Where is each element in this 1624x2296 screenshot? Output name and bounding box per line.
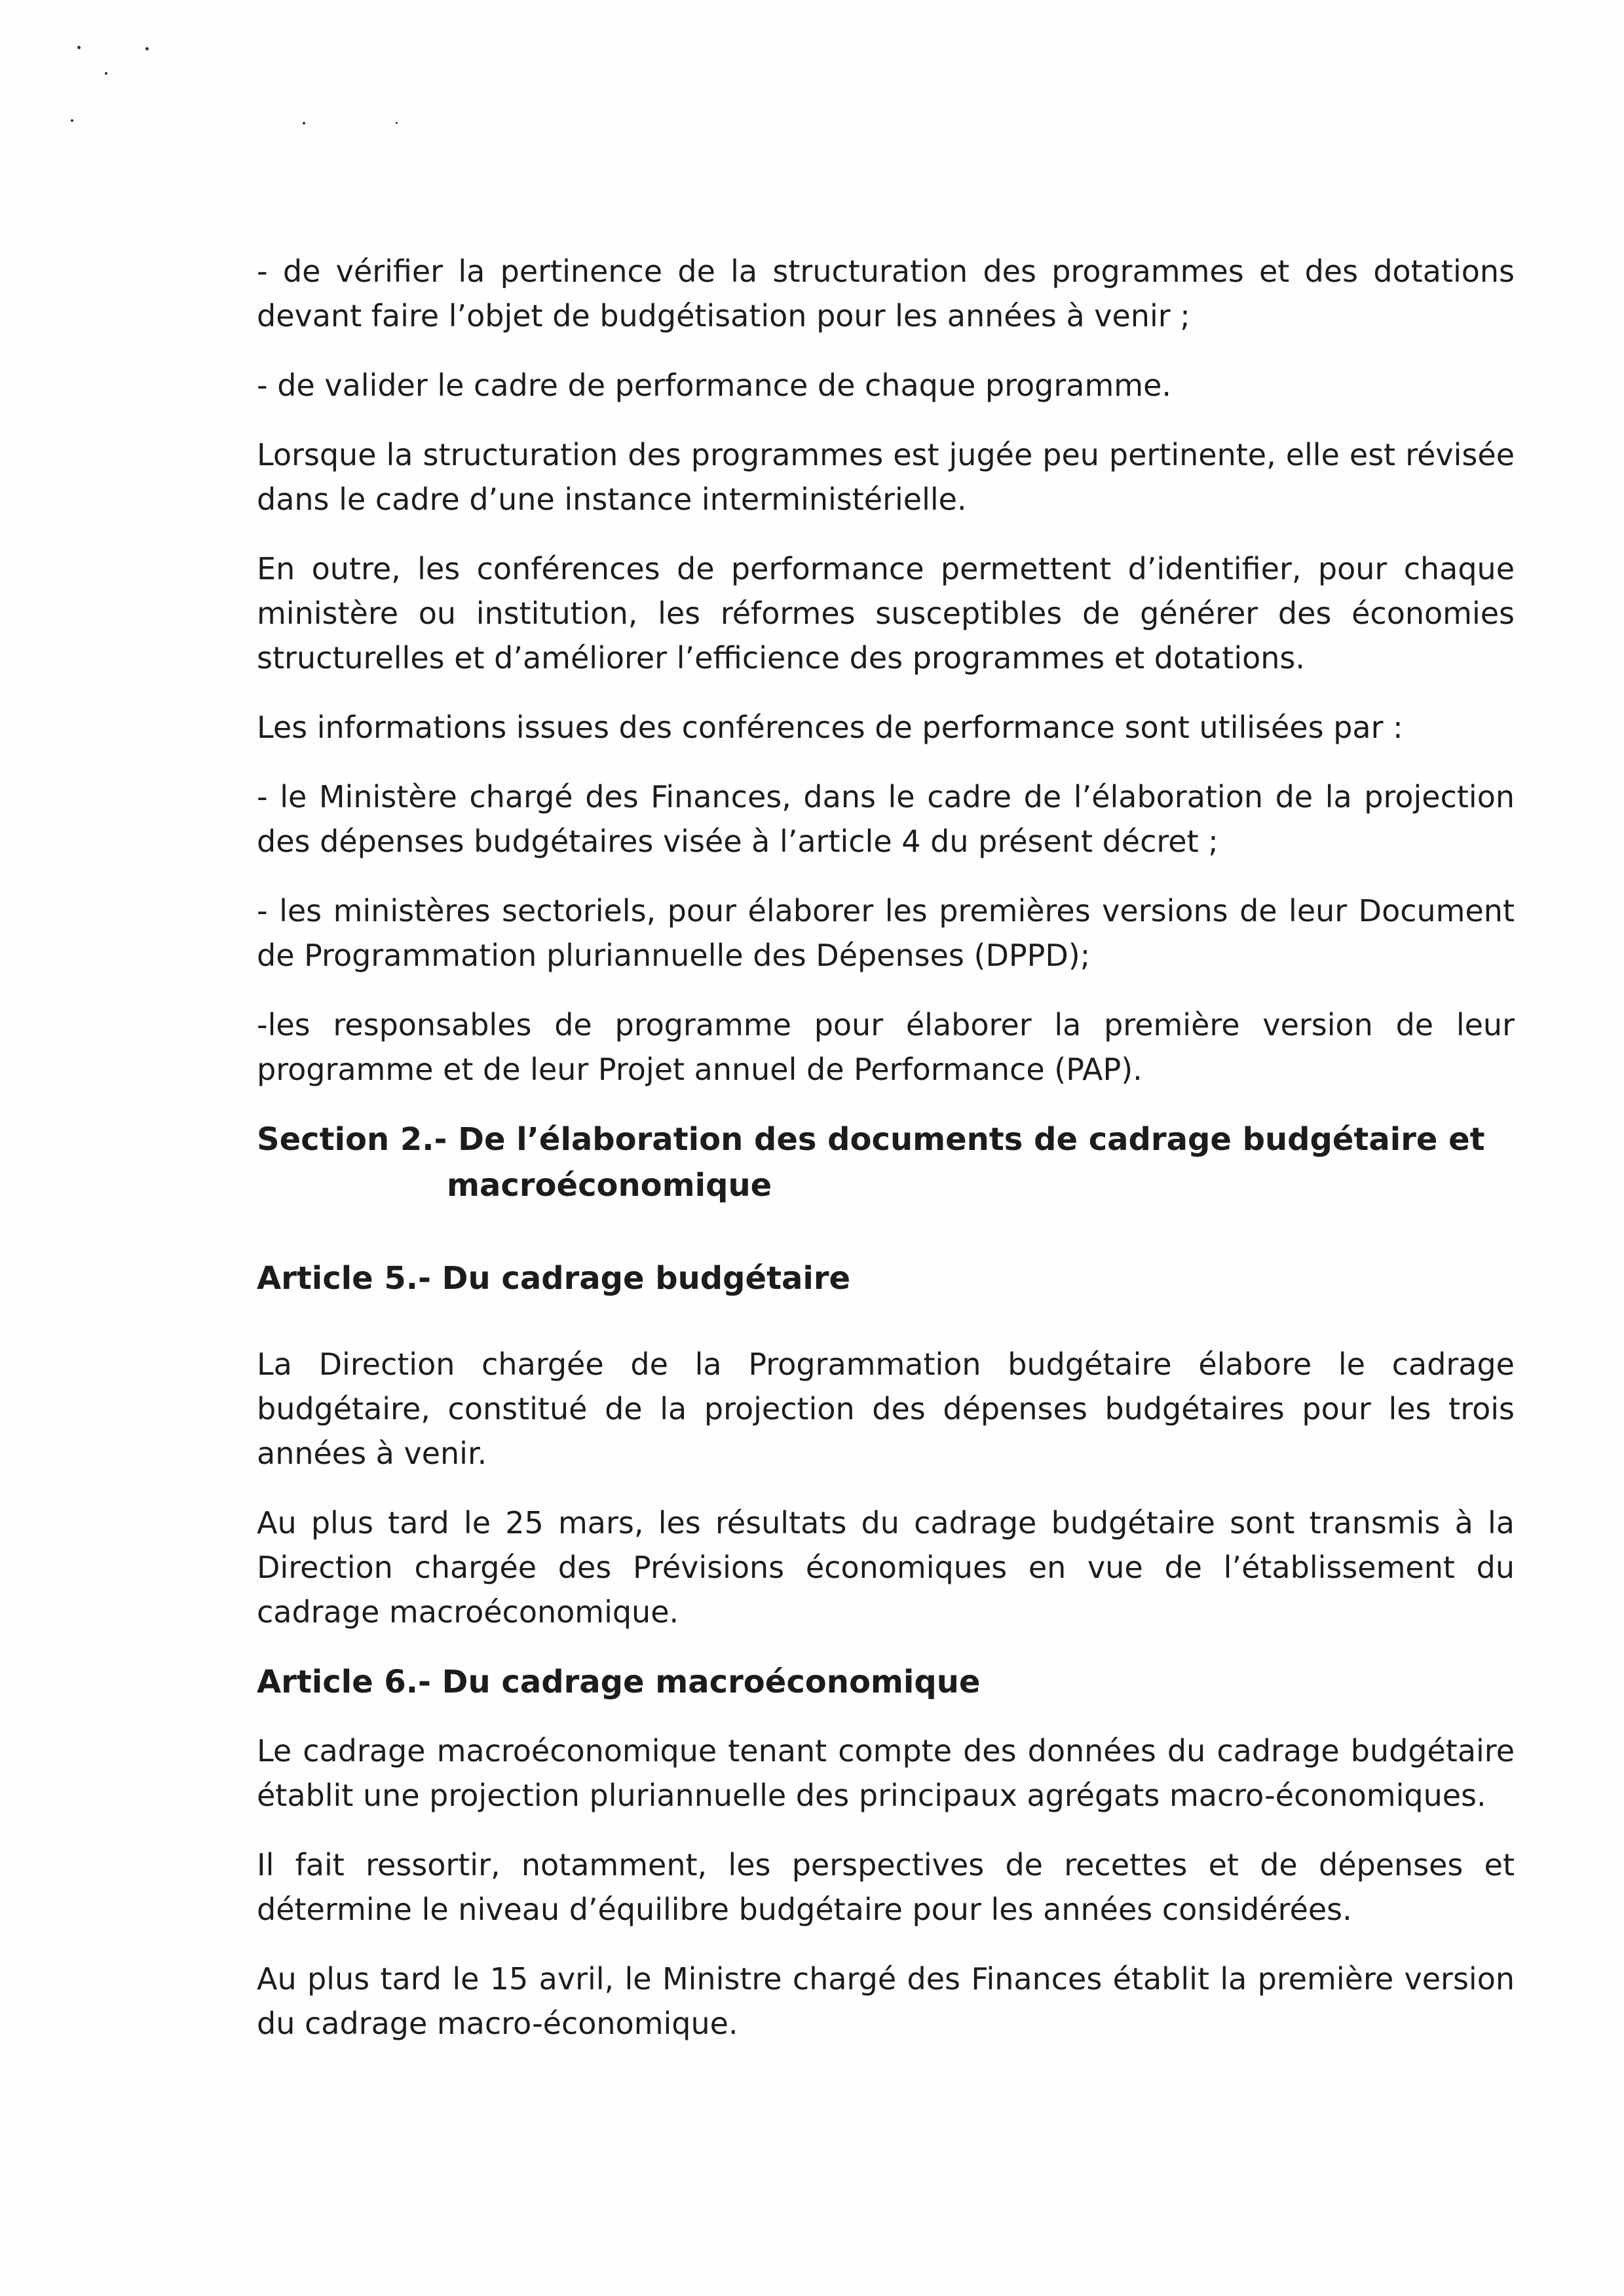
scan-speck xyxy=(145,47,149,50)
section-heading-line-1: Section 2.- De l’élaboration des documents de cadrage budgétaire et xyxy=(257,1121,1485,1158)
paragraph-verify-structure: - de vérifier la pertinence de la structuration des programmes et des dotations devant faire l’objet de budgétisation pour les années à venir ; xyxy=(257,254,1515,334)
section-2-heading xyxy=(257,1117,1515,1208)
paragraph-program-managers: -les responsables de programme pour élaborer la première version de leur programme et de leur Projet annuel de Performance (PAP). xyxy=(257,1007,1515,1087)
article-5-paragraph: La Direction chargée de la Programmation budgétaire élabore le cadrage budgétaire, constitué de la projection des dépenses budgétaires pour les trois années à venir. xyxy=(257,1347,1515,1471)
scan-speck xyxy=(71,119,73,122)
article-5-heading: Article 5.- Du cadrage budgétaire xyxy=(257,1260,851,1297)
paragraph-reforms: En outre, les conférences de performance permettent d’identifier, pour chaque ministère ou institution, les réformes susceptibles de générer des économies structurelles et d’améliorer l’efficience des programmes et dotations. xyxy=(257,551,1515,676)
scan-speck xyxy=(77,46,81,49)
article-5-paragraph: Au plus tard le 25 mars, les résultats du cadrage budgétaire sont transmis à la Direction chargée des Prévisions économiques en vue de l’établissement du cadrage macroéconomique. xyxy=(257,1505,1515,1630)
scan-speck xyxy=(105,72,107,75)
paragraph-sector-ministries: - les ministères sectoriels, pour élaborer les premières versions de leur Document de Programmation pluriannuelle des Dépenses (DPPD); xyxy=(257,893,1515,973)
paragraph-information-usage: Les informations issues des conférences de performance sont utilisées par : xyxy=(257,710,1403,745)
scan-speck xyxy=(396,122,398,124)
paragraph-finance-ministry: - le Ministère chargé des Finances, dans le cadre de l’élaboration de la projection des dépenses budgétaires visée à l’article 4 du présent décret ; xyxy=(257,779,1515,859)
section-heading-line-2: macroéconomique xyxy=(447,1167,772,1204)
article-6-paragraph: Au plus tard le 15 avril, le Ministre chargé des Finances établit la première version du cadrage macro-économique. xyxy=(257,1961,1515,2041)
paragraph-validate-performance: - de valider le cadre de performance de chaque programme. xyxy=(257,368,1172,403)
article-6-paragraph: Il fait ressortir, notamment, les perspectives de recettes et de dépenses et détermine le niveau d’équilibre budgétaire pour les années considérées. xyxy=(257,1847,1515,1927)
article-6-paragraph: Le cadrage macroéconomique tenant compte des données du cadrage budgétaire établit une projection pluriannuelle des principaux agrégats macro-économiques. xyxy=(257,1733,1515,1813)
paragraph-revision: Lorsque la structuration des programmes est jugée peu pertinente, elle est révisée dans le cadre d’une instance interministérielle. xyxy=(257,437,1515,517)
scan-speck xyxy=(303,122,305,124)
article-6-heading: Article 6.- Du cadrage macroéconomique xyxy=(257,1664,981,1700)
document-body xyxy=(257,249,1515,2071)
